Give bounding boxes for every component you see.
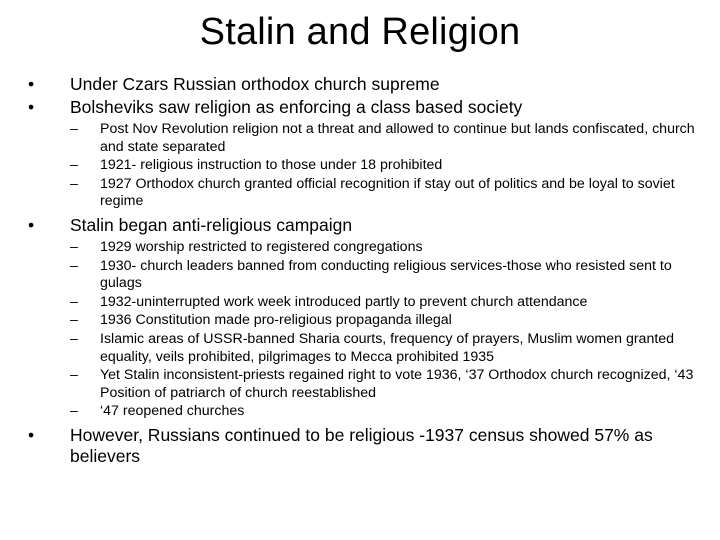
dash-icon: – bbox=[70, 175, 78, 192]
bullet-text: Stalin began anti-religious campaign bbox=[70, 214, 353, 235]
bullet-item bbox=[26, 425, 696, 467]
dash-icon: – bbox=[70, 367, 78, 384]
bullet-item bbox=[26, 97, 696, 118]
bullet-text: However, Russians continued to be religious -1937 census showed 57% as believers bbox=[70, 424, 653, 466]
sub-bullet-item bbox=[70, 239, 696, 257]
sub-bullet-list bbox=[70, 121, 696, 211]
sub-bullet-text: 1927 Orthodox church granted official recognition if stay out of politics and be loyal to soviet regime bbox=[100, 175, 675, 210]
dash-icon: – bbox=[70, 157, 78, 174]
dash-icon: – bbox=[70, 403, 78, 420]
sub-bullet-item bbox=[70, 258, 696, 293]
bullet-icon: • bbox=[28, 214, 35, 235]
sub-bullet-text: 1929 worship restricted to registered congregations bbox=[100, 238, 423, 255]
sub-bullet-item bbox=[70, 294, 696, 312]
bullet-text: Bolsheviks saw religion as enforcing a class based society bbox=[70, 97, 523, 117]
sub-bullet-item bbox=[70, 331, 696, 366]
sub-bullet-item bbox=[70, 176, 696, 211]
bullet-icon: • bbox=[28, 74, 35, 94]
dash-icon: – bbox=[70, 330, 78, 347]
slide-title: Stalin and Religion bbox=[199, 11, 521, 53]
sub-bullet-text: 1921- religious instruction to those under 18 prohibited bbox=[100, 157, 443, 174]
sub-bullet-item bbox=[70, 157, 696, 175]
sub-bullet-text: ‘47 reopened churches bbox=[100, 403, 245, 420]
sub-bullet-text: Islamic areas of USSR-banned Sharia courts, frequency of prayers, Muslim women granted equality, veils prohibited, pilgrimages to Mecca prohibited 1935 bbox=[100, 330, 675, 365]
bullet-item bbox=[26, 74, 696, 95]
slide-content bbox=[26, 74, 696, 469]
sub-bullet-item bbox=[70, 312, 696, 330]
dash-icon: – bbox=[70, 312, 78, 329]
sub-bullet-item bbox=[70, 403, 696, 421]
bullet-icon: • bbox=[28, 424, 35, 445]
bullet-item bbox=[26, 215, 696, 236]
sub-bullet-list bbox=[70, 239, 696, 421]
sub-bullet-text: Yet Stalin inconsistent-priests regained right to vote 1936, ‘37 Orthodox church recognized, ‘43 Position of patriarch of church reestablished bbox=[100, 367, 694, 401]
sub-bullet-text: 1932-uninterrupted work week introduced partly to prevent church attendance bbox=[100, 293, 588, 310]
bullet-text: Under Czars Russian orthodox church supreme bbox=[70, 74, 440, 94]
sub-bullet-text: Post Nov Revolution religion not a threat and allowed to continue but lands confiscated, church and state separated bbox=[100, 121, 695, 155]
dash-icon: – bbox=[70, 293, 78, 310]
bullet-icon: • bbox=[28, 97, 35, 117]
dash-icon: – bbox=[70, 121, 78, 137]
sub-bullet-item bbox=[70, 121, 696, 156]
dash-icon: – bbox=[70, 238, 78, 255]
sub-bullet-text: 1936 Constitution made pro-religious propaganda illegal bbox=[100, 312, 452, 329]
sub-bullet-text: 1930- church leaders banned from conducting religious services-those who resisted sent to gulags bbox=[100, 257, 672, 292]
bullet-list bbox=[26, 74, 696, 467]
sub-bullet-item bbox=[70, 367, 696, 402]
dash-icon: – bbox=[70, 257, 78, 274]
